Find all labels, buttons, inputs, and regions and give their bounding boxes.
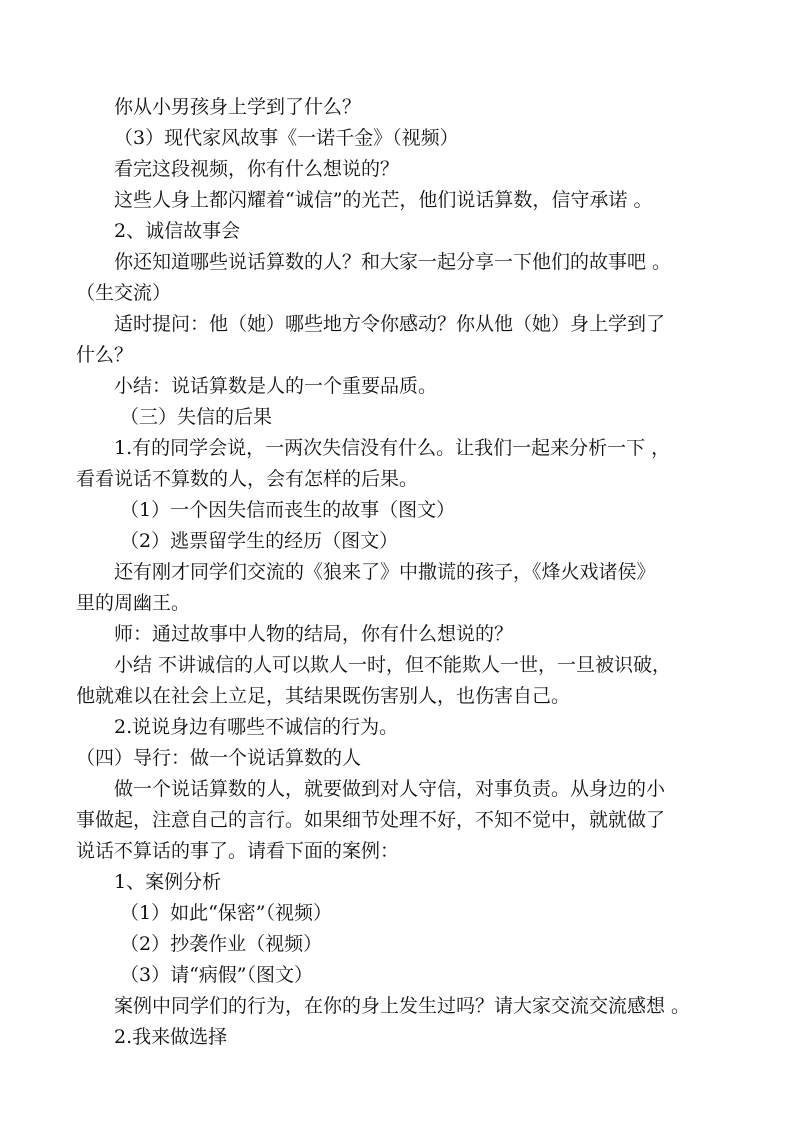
- list-item: （3）请“病假”（图文）: [120, 964, 314, 986]
- paragraph-line: 什么？: [76, 344, 134, 366]
- paragraph-line: 事做起，注意自己的言行。如果细节处理不好，不知不觉中，就就做了: [76, 809, 666, 831]
- paragraph-line: 这些人身上都闪耀着“诚信”的光芒，他们说话算数，信守承诺 。: [114, 189, 653, 211]
- list-item: （2）逃票留学生的经历（图文）: [120, 530, 399, 552]
- section-heading: 2、诚信故事会: [114, 220, 241, 242]
- paragraph-line: 说话不算话的事了。请看下面的案例：: [76, 840, 400, 862]
- summary-line: 小结 不讲诚信的人可以欺人一时，但不能欺人一世，一旦被识破，: [114, 654, 672, 676]
- paragraph-line: 你还知道哪些说话算数的人？和大家一起分享一下他们的故事吧 。: [114, 251, 672, 273]
- paragraph-line: 他就难以在社会上立足，其结果既伤害别人，也伤害自己。: [76, 685, 571, 707]
- paragraph-line: 做一个说话算数的人，就要做到对人守信，对事负责。从身边的小: [114, 778, 666, 800]
- section-heading: 1、案例分析: [114, 871, 222, 893]
- paragraph-line: （生交流）: [76, 282, 172, 304]
- question-line: 你从小男孩身上学到了什么？: [114, 96, 362, 118]
- paragraph-line: 适时提问：他（她）哪些地方令你感动？你从他（她）身上学到了: [114, 313, 666, 335]
- list-item: （2）抄袭作业（视频）: [120, 933, 323, 955]
- list-item: 2.说说身边有哪些不诚信的行为。: [114, 716, 399, 738]
- question-line: 看完这段视频，你有什么想说的？: [114, 158, 400, 180]
- story-title: （3）现代家风故事《一诺千金》（视频）: [114, 127, 459, 149]
- section-heading: 2.我来做选择: [114, 1026, 228, 1048]
- section-heading: （三）失信的后果: [120, 406, 273, 428]
- question-line: 师：通过故事中人物的结局，你有什么想说的？: [114, 623, 514, 645]
- paragraph-line: 案例中同学们的行为，在你的身上发生过吗？请大家交流交流感想 。: [114, 995, 691, 1017]
- paragraph-line: 还有刚才同学们交流的《狼来了》中撒谎的孩子，《烽火戏诸侯》: [114, 561, 656, 583]
- document-body: [76, 92, 726, 1053]
- paragraph-line: 1.有的同学会说，一两次失信没有什么。让我们一起来分析一下 ，: [114, 437, 671, 459]
- paragraph-line: 里的周幽王。: [76, 592, 191, 614]
- summary-line: 小结：说话算数是人的一个重要品质。: [114, 375, 438, 397]
- list-item: （1）如此“保密”（视频）: [120, 902, 333, 924]
- list-item: （1）一个因失信而丧生的故事（图文）: [120, 499, 456, 521]
- paragraph-line: 看看说话不算数的人，会有怎样的后果。: [76, 468, 419, 490]
- section-heading: （四）导行：做一个说话算数的人: [76, 747, 362, 769]
